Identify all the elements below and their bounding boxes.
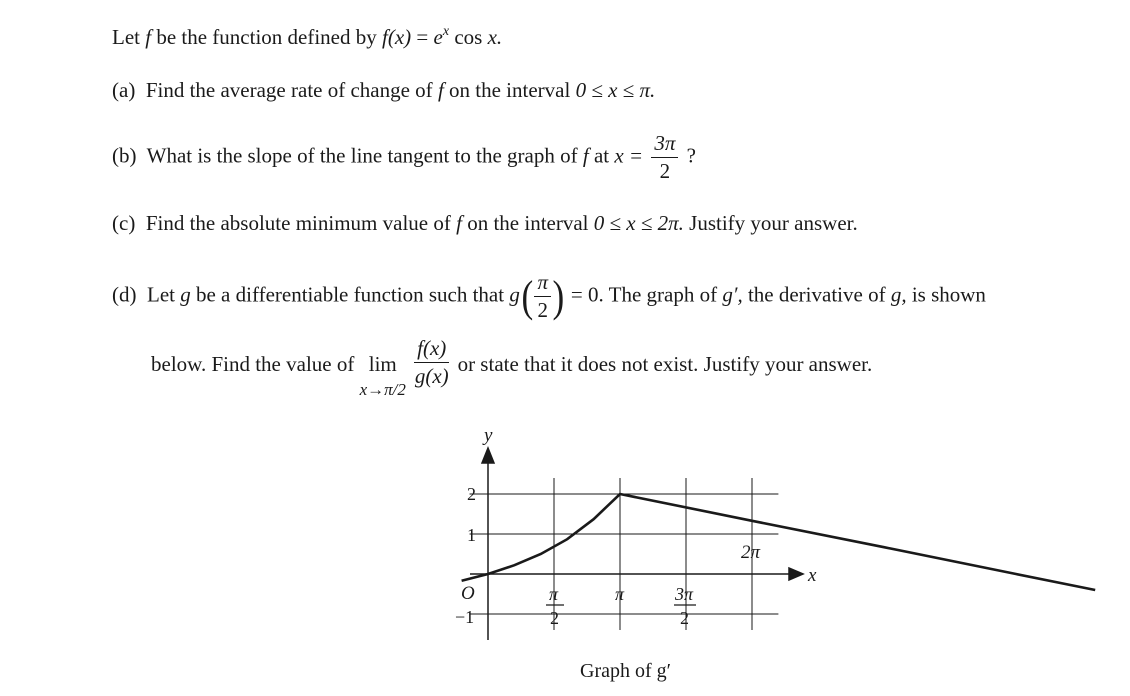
intro-f: f [145, 25, 152, 49]
part-b-text: What is the slope of the line tangent to the graph of [146, 143, 578, 168]
part-d-gprime: g′, [722, 282, 743, 307]
part-c-end: Justify your answer. [689, 211, 858, 235]
right-paren: ) [552, 271, 565, 321]
y-tick-1: 1 [467, 525, 476, 545]
part-d-text4: the derivative of [747, 282, 886, 307]
part-d-num: π [534, 272, 551, 297]
part-c-text: Find the absolute minimum value of [145, 211, 451, 235]
intro-cos: cos [454, 25, 483, 49]
intro-eq: = [416, 25, 429, 49]
g-prime-curve [462, 494, 1096, 590]
part-c-mid: on the interval [467, 211, 589, 235]
part-b-x-eq: x = [614, 143, 644, 168]
part-a-label: (a) [112, 78, 136, 102]
part-d-g3: g, [890, 282, 907, 307]
limit-word: lim [368, 352, 397, 376]
x-axis-label: x [808, 565, 817, 586]
y-axis-label: y [484, 425, 493, 446]
intro-lead: Let [112, 25, 140, 49]
part-d-text5: is shown [911, 282, 986, 307]
part-b-label: (b) [112, 143, 137, 168]
y-axis-arrow [482, 448, 494, 463]
part-d-eq0: = 0. [570, 282, 604, 307]
part-d-below: below. Find the value of [151, 352, 355, 376]
y-tick-neg1: −1 [455, 607, 475, 627]
limit-sub: x→π/2 [359, 380, 406, 399]
x-tick-3pi-over-2-num: 3π [675, 584, 694, 604]
intro-middle: be the function defined by [156, 25, 377, 49]
intro-fx: f(x) [382, 25, 412, 49]
x-tick-pi-over-2 [546, 584, 564, 628]
part-d-text1: Let [147, 282, 175, 307]
part-d-g2: g [509, 282, 520, 307]
part-b-at: at [593, 143, 610, 168]
x-tick-3pi-over-2 [674, 584, 696, 628]
part-a-mid: on the interval [449, 78, 571, 102]
part-b-end: ? [686, 143, 696, 168]
intro-x: x. [487, 25, 503, 49]
left-paren: ( [521, 271, 534, 321]
x-tick-3pi-over-2-den: 2 [680, 608, 689, 628]
origin-label: O [461, 583, 475, 604]
x-axis-arrow [789, 568, 803, 580]
y-tick-2: 2 [467, 484, 476, 504]
part-c-f: f [456, 211, 462, 235]
x-tick-2pi: 2π [741, 542, 761, 563]
part-b-num: 3π [651, 133, 678, 158]
part-d-text2: be a differentiable function such that [195, 282, 505, 307]
part-b-f: f [582, 143, 589, 168]
intro-e: e [433, 25, 443, 49]
limit-den: g(x) [414, 364, 449, 388]
grid [470, 478, 779, 630]
part-a-text: Find the average rate of change of [145, 78, 433, 102]
intro-exp: x [442, 24, 450, 39]
x-tick-pi-over-2-den: 2 [550, 608, 559, 628]
part-d-label: (d) [112, 282, 137, 307]
limit-num: f(x) [414, 338, 449, 363]
part-b-den: 2 [659, 159, 671, 183]
part-a-interval: 0 ≤ x ≤ π. [575, 78, 656, 102]
graph-caption: Graph of g′ [580, 660, 672, 682]
part-d-den: 2 [537, 298, 548, 322]
part-c-label: (c) [112, 211, 136, 235]
x-tick-pi: π [615, 584, 625, 604]
part-d-end: or state that it does not exist. Justify your answer. [457, 352, 873, 376]
part-a-f: f [437, 78, 444, 102]
part-d-text3: The graph of [608, 282, 718, 307]
part-d-g: g [180, 282, 191, 307]
x-tick-pi-over-2-num: π [549, 584, 559, 604]
part-c-interval: 0 ≤ x ≤ 2π. [593, 211, 684, 235]
